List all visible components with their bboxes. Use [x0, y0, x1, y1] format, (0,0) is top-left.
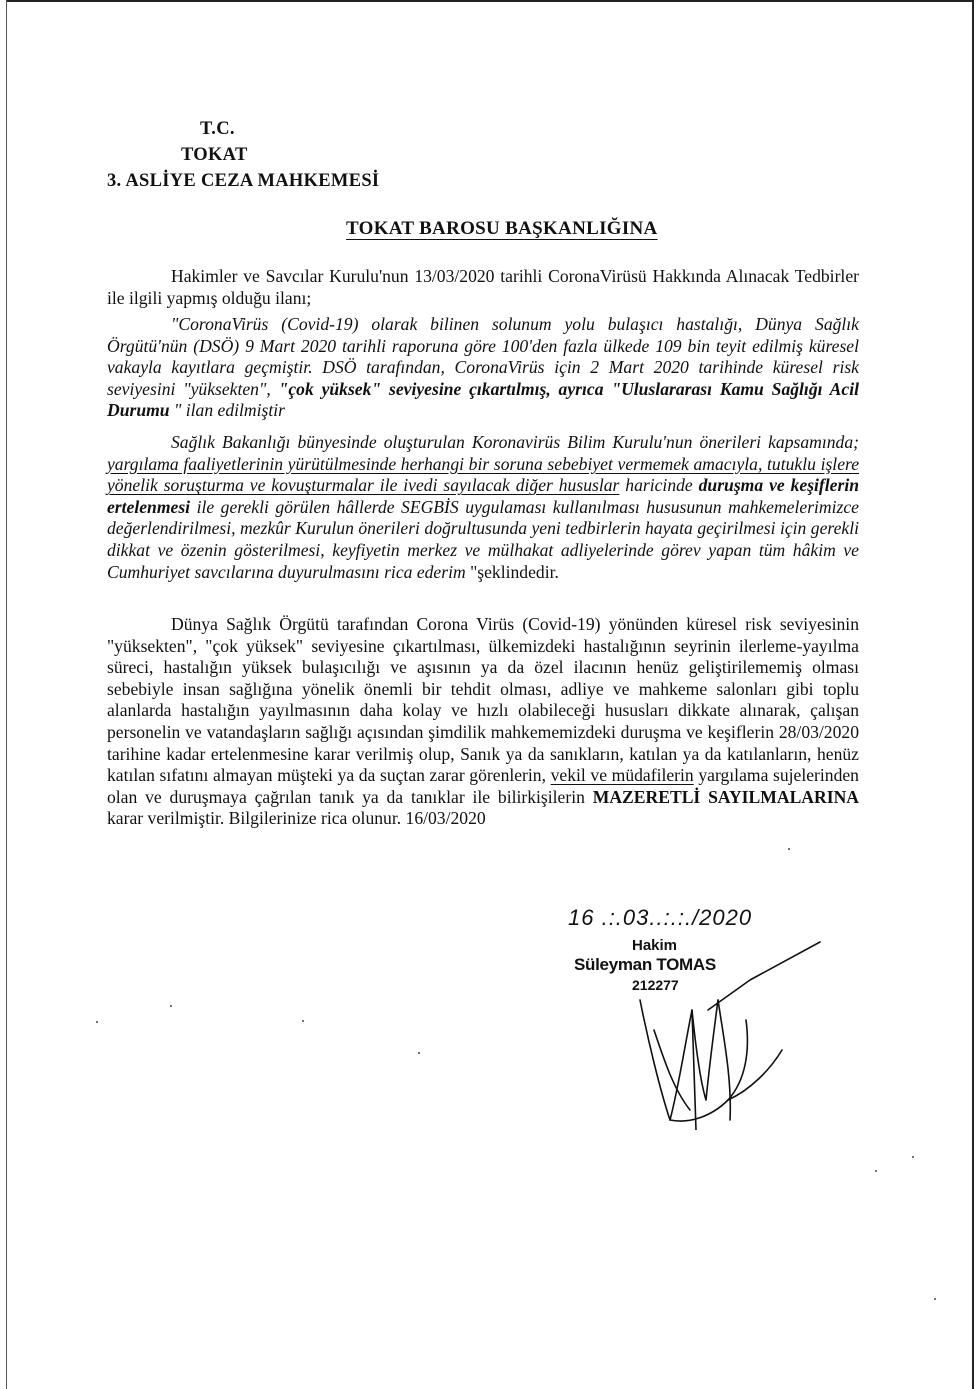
decision-bold: MAZERETLİ SAYILMALARINA: [592, 786, 859, 807]
decision-text: Dünya Sağlık Örgütü tarafından Corona Virüs (Covid-19) yönünden küresel risk seviyesinin "yüksekten", "çok yüksek" seviyesine çıkartılması, ülkemizdeki hastalığının seyrinin ilerleme-yayılma süreci, hastalığın yüksek bulaşıcılığı ve aşısının ya da özel ilacının henüz geliştirilememiş olması sebebiyle insan sağlığına yönelik önemli bir tehdit olması, adliye ve mahkeme salonları gibi toplu alanlarda hastalığın yayılmasının daha kolay ve hızlı olabileceği hususları dikkate alınarak, çalışan personelin ve vatandaşların sağlığı açısından şimdilik mahkememizdeki duruşma ve keşiflerin 28/03/2020 tarihine kadar ertelenmesine karar verilmiş olup, Sanık ya da sanıkların, katılan ya da katılanların, henüz katılan sıfatını almayan müşteki ya da suçtan zarar görenlerin,: [107, 614, 859, 786]
decision-underlined: vekil ve müdafilerin: [550, 765, 694, 786]
page-border-top: [6, 0, 974, 2]
header-city: TOKAT: [181, 145, 248, 165]
signature-icon: [600, 940, 850, 1130]
quote-1-text: "CoronaVirüs (Covid-19) olarak bilinen solunum yolu bulaşıcı hastalığı, Dünya Sağlık Örgütü'nün (DSÖ) 9 Mart 2020 tarihli raporuna göre 100'den fazla ülkede 109 bin teyit edilmiş küresel vakayla kayıtlara geçmiştir. DSÖ tarafından, CoronaVirüs için 2 Mart 2020 tarihinde küresel risk seviyesini "yüksekten",: [107, 314, 859, 399]
scan-speck: [96, 1021, 98, 1023]
quote-2-text: Sağlık Bakanlığı bünyesinde oluşturulan Koronavirüs Bilim Kurulu'nun önerileri kapsamında;: [171, 432, 859, 452]
scan-speck: [788, 848, 790, 850]
quote-2-underlined: yargılama faaliyetlerinin yürütülmesinde herhangi bir soruna sebebiyet vermemek amacıyla, tutuklu işlere yönelik soruşturma ve kovuşturmalar ile ivedi sayılacak diğer hususlar: [107, 453, 859, 496]
paragraph-quote-2: [107, 432, 859, 583]
quote-2-bold: duruşma ve keşiflerin ertelenmesi: [107, 475, 860, 517]
page-border-right: [972, 0, 974, 1389]
page-border-left: [6, 0, 7, 1389]
decision-end: karar verilmiştir. Bilgilerinize rica olunur. 16/03/2020: [107, 808, 486, 829]
scan-speck: [170, 1005, 172, 1007]
quote-1-end: " ilan edilmiştir: [169, 400, 285, 421]
scan-speck: [302, 1020, 304, 1022]
document-title: TOKAT BAROSU BAŞKANLIĞINA: [346, 218, 658, 239]
quote-2-end: "şeklindedir.: [470, 561, 559, 582]
stamp-registry-number: 212277: [632, 977, 679, 993]
stamp-role: Hakim: [632, 937, 678, 954]
header-tc: T.C.: [200, 119, 235, 139]
scan-speck: [875, 1170, 877, 1172]
header-court: 3. ASLİYE CEZA MAHKEMESİ: [107, 171, 380, 191]
stamp-date: 16 .:.03..:.:./2020: [568, 905, 753, 930]
quote-2-mid: haricinde: [619, 475, 699, 496]
quote-1-bold: "çok yüksek" seviyesine çıkartılmış, ayrıca "Uluslararası Kamu Sağlığı Acil Durumu: [107, 378, 859, 421]
scan-speck: [418, 1052, 420, 1054]
quote-2-rest: ile gerekli görülen hâllerde SEGBİS uygulaması kullanılması hususunun mahkemelerimizce değerlendirilmesi, mezkûr Kurulun önerileri doğrultusunda yeni tedbirlerin hayata geçirilmesi için gerekli dikkat ve özenin gösterilmesi, keyfiyetin merkez ve mülhakat adliyelerinde görev yapan tüm hâkim ve Cumhuriyet savcılarına duyurulmasını rica ederim: [107, 496, 859, 582]
paragraph-quote-1: [107, 314, 859, 422]
paragraph-intro: Hakimler ve Savcılar Kurulu'nun 13/03/2020 tarihli CoronaVirüsü Hakkında Alınacak Tedbirler ile ilgili yapmış olduğu ilanı;: [107, 266, 859, 308]
paragraph-decision: [107, 614, 859, 830]
scan-speck: [912, 1156, 914, 1158]
scan-speck: [934, 1298, 936, 1300]
decision-mid: yargılama sujelerinden olan ve duruşmaya çağrılan tanık ya da tanıklar ile bilirkişilerin: [107, 765, 859, 807]
stamp-judge-name: Süleyman TOMAS: [574, 955, 716, 974]
